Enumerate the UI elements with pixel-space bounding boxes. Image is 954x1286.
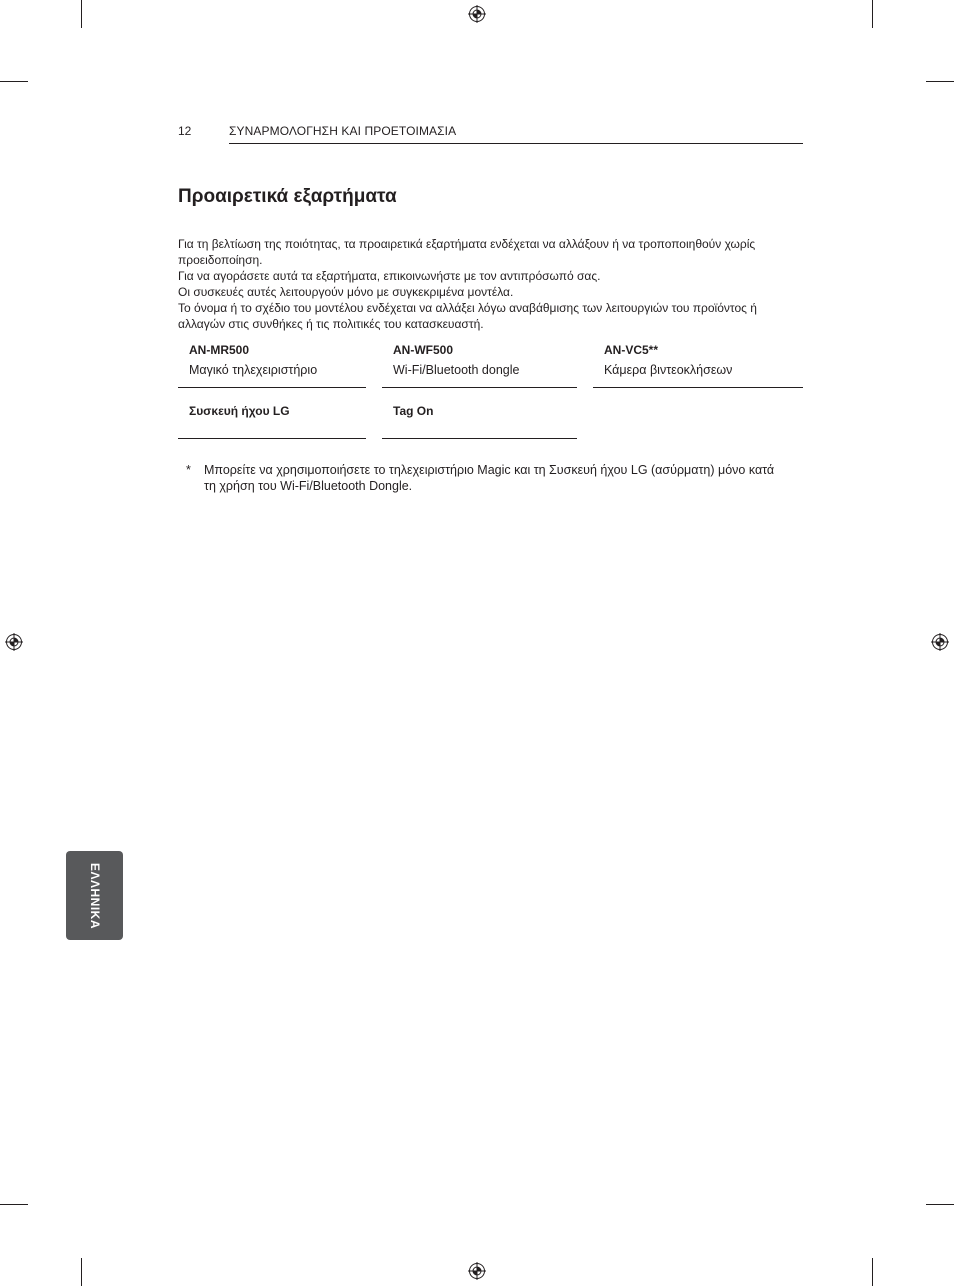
accessory-description: Μαγικό τηλεχειριστήριο	[189, 363, 318, 377]
crop-mark	[872, 0, 873, 28]
intro-text	[178, 236, 806, 332]
header-rule	[229, 143, 803, 144]
footnote-text: Μπορείτε να χρησιμοποιήσετε το τηλεχειριστήριο Magic και τη Συσκευή ήχου LG (ασύρματη) μόνο κατά τη χρήση του Wi-Fi/Bluetooth Dongle.	[204, 463, 775, 493]
accessory-model: AN-WF500	[393, 343, 454, 357]
intro-paragraph: Το όνομα ή το σχέδιο του μοντέλου ενδέχεται να αλλάξει λόγω αναβάθμισης των λειτουργιών του προϊόντος ή αλλαγών στις συνθήκες ή τις πολιτικές του κατασκευαστή.	[178, 301, 757, 331]
crop-mark	[872, 1258, 873, 1286]
page-number: 12	[178, 124, 192, 138]
footnote-marker: *	[186, 463, 191, 477]
language-tab	[66, 851, 123, 940]
language-tab-label: ΕΛΛΗΝΙΚΑ	[87, 862, 102, 929]
accessory-model: AN-MR500	[189, 343, 250, 357]
crop-mark	[0, 81, 28, 82]
crop-mark	[926, 1204, 954, 1205]
crop-mark	[81, 1258, 82, 1286]
intro-paragraph: Για τη βελτίωση της ποιότητας, τα προαιρετικά εξαρτήματα ενδέχεται να αλλάξουν ή να τροποποιηθούν χωρίς προειδοποίηση.	[178, 237, 756, 267]
intro-paragraph: Για να αγοράσετε αυτά τα εξαρτήματα, επικοινωνήστε με τον αντιπρόσωπό σας.	[178, 269, 601, 283]
crop-mark	[926, 81, 954, 82]
intro-paragraph: Οι συσκευές αυτές λειτουργούν μόνο με συγκεκριμένα μοντέλα.	[178, 285, 514, 299]
footnote	[186, 462, 786, 494]
accessory-item	[593, 339, 803, 388]
running-title: ΣΥΝΑΡΜΟΛΟΓΗΣΗ ΚΑΙ ΠΡΟΕΤΟΙΜΑΣΙΑ	[229, 124, 457, 138]
accessory-model: AN-VC5**	[604, 343, 659, 357]
crop-mark	[81, 0, 82, 28]
accessory-item	[178, 339, 366, 388]
registration-mark-icon	[468, 5, 486, 23]
accessory-item	[382, 339, 577, 388]
section-title: Προαιρετικά εξαρτήματα	[178, 186, 397, 207]
accessory-item	[382, 400, 577, 439]
accessory-model: Tag On	[393, 404, 434, 418]
crop-mark	[0, 1204, 28, 1205]
accessory-description: Wi-Fi/Bluetooth dongle	[393, 363, 520, 377]
registration-mark-icon	[931, 633, 949, 651]
accessory-model: Συσκευή ήχου LG	[189, 404, 290, 418]
accessory-item	[178, 400, 366, 439]
accessory-description: Κάμερα βιντεοκλήσεων	[604, 363, 733, 377]
page-header	[178, 122, 803, 144]
registration-mark-icon	[5, 633, 23, 651]
registration-mark-icon	[468, 1262, 486, 1280]
